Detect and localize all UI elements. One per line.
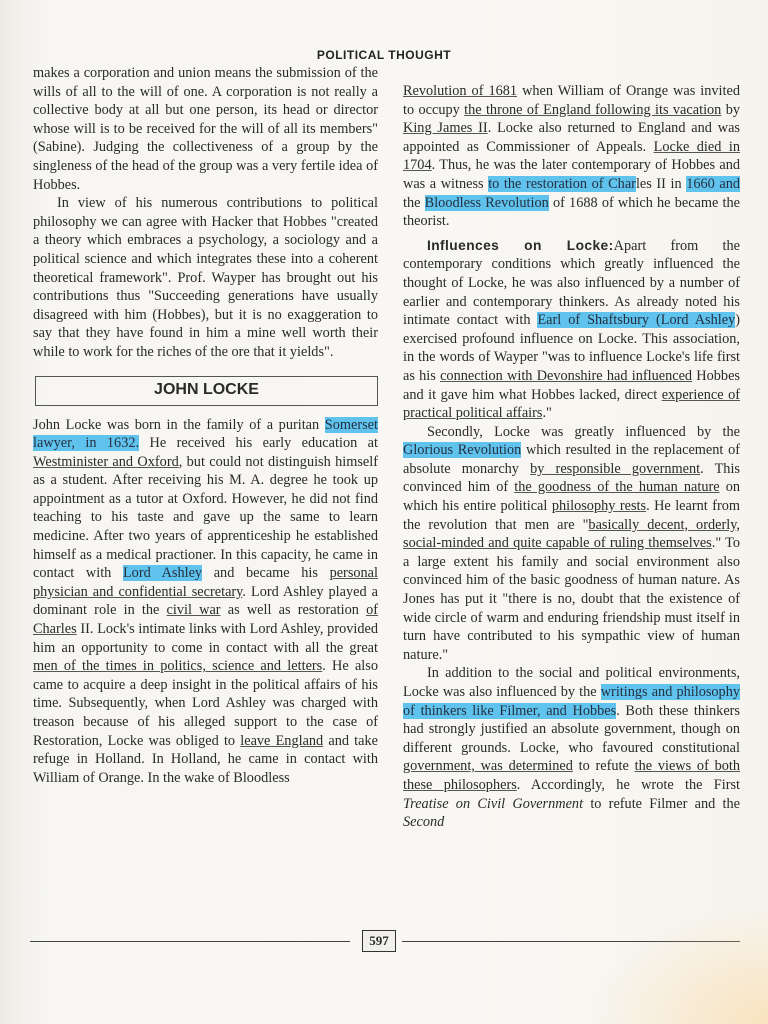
text-run: as well as restoration: [220, 602, 367, 619]
underlined-text: Westminister and Oxford: [33, 453, 179, 470]
italic-title: Second: [403, 814, 445, 831]
right-paragraph-4: [403, 664, 740, 831]
text-run: when William of Orange was invited to occupy: [403, 83, 740, 118]
text-run: .": [542, 405, 552, 422]
text-run: He received his early education at: [139, 435, 378, 452]
left-paragraph-1: makes a corporation and union means the submission of the wills of all to the will of one. A corporation is not really a collective body at all but one person, its head or director whose will is to be received for the will of all its members" (Sabine). Judging the collectiveness of a group by the singleness of the head of the group was a very fertile idea of Hobbes.: [33, 65, 378, 193]
underlined-text: government, was determined: [403, 758, 573, 775]
text-run: to refute: [572, 758, 635, 775]
text-run: John Locke was born in the family of a puritan: [33, 416, 325, 433]
highlighted-text: Glorious Revolution: [403, 442, 522, 459]
right-column: [403, 82, 740, 832]
subheading: Influences on Locke:: [427, 237, 614, 253]
text-run: . Both these thinkers had strongly justified an absolute government, though on different grounds. Locke, who favoured constitutional: [403, 702, 740, 756]
underlined-text: civil war: [166, 602, 221, 619]
text-run: , but could not distinguish himself as a student. After receiving his M. A. degree he took up appointment as a tutor at Oxford. However, he did not find teaching to his taste and gave up the same to learn medicine. After two years of apprenticeship he established himself as a medical practioner. In this capacity, he came in contact with: [33, 453, 379, 582]
text-run: and take refuge in Holland. In Holland, he came in contact with William of Orange. In the wake of Bloodless: [33, 732, 378, 786]
right-paragraph-1: [403, 82, 740, 231]
underlined-text: men of the times in politics, science and letters: [33, 658, 323, 675]
text-run: by: [721, 101, 740, 118]
text-run: II. Lock's intimate links with Lord Ashley, provided him an opportunity to come in contact with all the great: [33, 621, 378, 656]
right-paragraph-2: [403, 237, 740, 423]
text-run: Hobbes and it gave him what Hobbes lacked, direct: [403, 367, 740, 403]
underlined-text: basically decent, orderly, social-minded and quite capable of ruling themselves: [403, 516, 740, 552]
underlined-text: leave England: [240, 732, 324, 749]
underlined-text: personal physician and confidential secretary: [33, 565, 378, 600]
text-run: of 1688 of which he became the theorist.: [403, 194, 741, 230]
highlighted-text: to the restoration of Char: [488, 175, 636, 192]
text-run: ." To a large extent his family and social environment also convinced him of the basic goodness of human nature. As Jones has put it "there is no, doubt that the existence of wide circle of warm and enduring friendship must itself in turn have contributed to his sympathic view of human nature.": [403, 535, 740, 663]
left-paragraph-3: [33, 416, 378, 788]
section-title-box: [35, 376, 378, 406]
text-run: and became his: [202, 565, 330, 582]
text-run: . Accordingly, he wrote the First: [516, 776, 740, 793]
highlighted-text: Somerset lawyer, in 1632.: [33, 416, 378, 452]
underlined-text: experience of practical political affairs: [403, 386, 740, 422]
underlined-text: the throne of England following its vacation: [464, 101, 722, 118]
highlighted-text: 1660 and: [686, 175, 740, 192]
underlined-text: connection with Devonshire had influenced: [440, 367, 693, 384]
highlighted-text: Lord Ashley: [122, 565, 203, 582]
text-run: Secondly, Locke was greatly influenced by the: [427, 423, 740, 440]
text-run: . He also came to acquire a deep insight in the political affairs of his time. Subsequently, when Lord Ashley was charged with treason because of his alleged support to the case of Restoration, Locke was obliged to: [33, 658, 378, 749]
light-glare: [588, 904, 768, 1024]
section-title: JOHN LOCKE: [154, 381, 259, 399]
text-run: . He learnt from the revolution that men are ": [403, 498, 741, 533]
text-run: which resulted in the replacement of absolute monarchy: [403, 442, 740, 477]
page-number: 597: [362, 930, 396, 952]
left-paragraph-2: In view of his numerous contributions to political philosophy we can agree with Hacker that Hobbes "created a theory which embraces a psychology, a sociology and a political science and which integrates these into a coherent theoretical framework". Prof. Wayper has brought out his contributions thus "Succeeding generations have usually disagreed with him (Hobbes), but it is no exaggeration to say that they have found in him a mine well worth their while to work for the riches of the ore that it yields".: [33, 195, 378, 360]
underlined-text: by responsible government: [530, 460, 701, 477]
underlined-text: the goodness of the human nature: [514, 479, 720, 496]
text-run: Apart from the contemporary conditions which greatly influenced the thought of Locke, he was also influenced by a number of earlier and contemporary thinkers. As already noted his intimate contact with: [403, 237, 740, 329]
left-column: [33, 64, 378, 787]
text-run: . Thus, he was the later contemporary of Hobbes and was a witness: [403, 157, 740, 192]
text-run: to refute Filmer and the: [583, 795, 740, 812]
text-run: . Locke also returned to England and was appointed as Commissioner of Appeals.: [403, 120, 740, 155]
highlighted-text: writings and philosophy of thinkers like Filmer, and Hobbes: [403, 684, 741, 719]
running-head: POLITICAL THOUGHT: [316, 48, 452, 62]
underlined-text: of Charles: [33, 602, 378, 638]
underlined-text: Revolution of 1681: [403, 83, 518, 99]
underlined-text: Locke died in 1704: [403, 138, 740, 174]
text-run: ) exercised profound influence on Locke. This association, in the words of Wayper "was to influence Locke's life first as his: [403, 312, 740, 384]
underlined-text: philosophy rests: [551, 498, 647, 515]
text-run: In addition to the social and political environments, Locke was also influenced by the: [403, 665, 740, 700]
text-run: . Lord Ashley played a dominant role in the: [33, 583, 378, 619]
italic-title: Treatise on Civil Government: [403, 795, 584, 812]
text-run: on which his entire political: [403, 479, 741, 515]
underlined-text: King James II: [403, 120, 488, 137]
text-run: les II in: [635, 175, 687, 192]
right-paragraph-3: [403, 423, 740, 665]
footer-rule-left: [30, 941, 350, 942]
text-run: the: [403, 194, 425, 211]
highlighted-text: Bloodless Revolution: [424, 194, 549, 211]
text-run: . This convinced him of: [403, 460, 740, 496]
highlighted-text: Earl of Shaftsbury (Lord Ashley: [537, 312, 736, 329]
underlined-text: the views of both these philosophers: [403, 758, 740, 793]
